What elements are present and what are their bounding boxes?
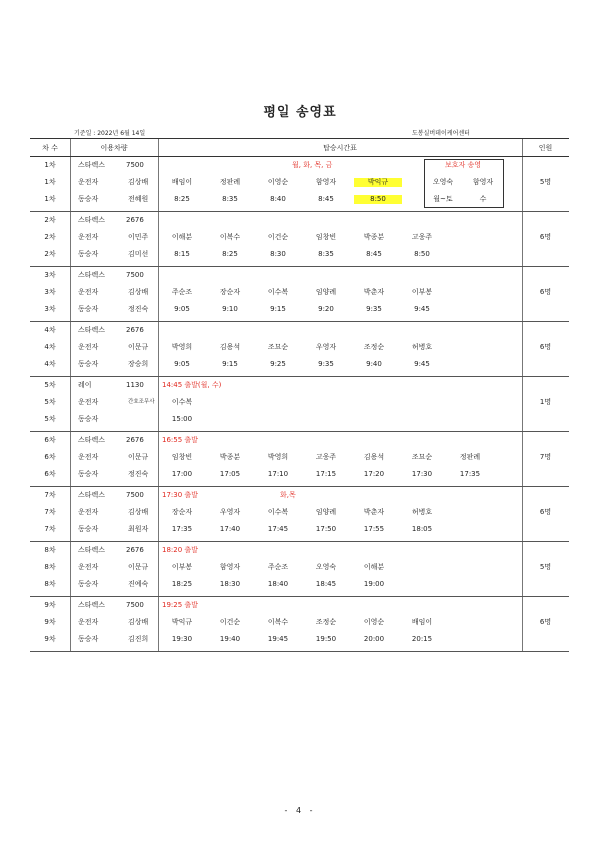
car-number: 1차 — [44, 195, 56, 203]
driver-name: 김상배 — [128, 178, 149, 186]
driver-label: 운전자 — [78, 398, 99, 406]
passenger-name: 배임이 — [411, 618, 433, 626]
passenger-name: 오영숙 — [315, 563, 337, 571]
passenger-name: 이복수 — [219, 233, 241, 241]
passenger-name: 조정순 — [363, 343, 385, 351]
pickup-time: 17:40 — [219, 525, 241, 533]
passenger-count: 6명 — [539, 618, 552, 626]
passenger-name: 이부봉 — [171, 563, 193, 571]
passenger-name: 고웅주 — [411, 233, 433, 241]
passenger-name: 박익규 — [354, 178, 402, 187]
car-number: 2차 — [44, 233, 56, 241]
passenger-name: 정판례 — [219, 178, 241, 186]
pickup-time: 9:45 — [414, 360, 430, 368]
vehicle-plate: 7500 — [126, 601, 144, 609]
pickup-time: 17:50 — [315, 525, 337, 533]
rider-label: 동승자 — [78, 195, 99, 203]
pickup-time: 9:20 — [318, 305, 334, 313]
rider-name: 진예숙 — [128, 580, 149, 588]
pickup-time: 17:35 — [171, 525, 193, 533]
car-number: 8차 — [44, 546, 56, 554]
passenger-name: 이수복 — [267, 508, 289, 516]
car-number: 7차 — [44, 508, 56, 516]
car-number: 3차 — [44, 288, 56, 296]
car-number: 9차 — [44, 601, 56, 609]
passenger-name: 이수복 — [267, 288, 289, 296]
passenger-name: 함영자 — [315, 178, 337, 186]
pickup-time: 19:40 — [219, 635, 241, 643]
schedule-block — [30, 212, 569, 267]
car-number: 2차 — [44, 250, 56, 258]
passenger-name: 배임이 — [171, 178, 193, 186]
pickup-time: 9:05 — [174, 305, 190, 313]
guardian-days: 수 — [479, 195, 487, 203]
passenger-name: 우영자 — [219, 508, 241, 516]
passenger-name: 조묘순 — [411, 453, 433, 461]
pickup-time: 19:30 — [171, 635, 193, 643]
passenger-name: 주순조 — [267, 563, 289, 571]
passenger-name: 박춘자 — [363, 508, 385, 516]
car-number: 5차 — [44, 398, 56, 406]
vehicle-name: 스타렉스 — [78, 271, 106, 279]
page-title: 평일 송영표 — [263, 105, 337, 120]
passenger-name: 이영순 — [267, 178, 289, 186]
pickup-time: 18:30 — [219, 580, 241, 588]
pickup-time: 17:05 — [219, 470, 241, 478]
pickup-time: 17:45 — [267, 525, 289, 533]
vehicle-name: 스타렉스 — [78, 491, 106, 499]
schedule-block — [30, 157, 569, 212]
schedule-block — [30, 597, 569, 652]
pickup-time: 17:00 — [171, 470, 193, 478]
rider-label: 동승자 — [78, 250, 99, 258]
car-number: 5차 — [44, 381, 56, 389]
header-count: 인원 — [538, 144, 553, 152]
pickup-time: 9:35 — [366, 305, 382, 313]
pickup-time: 8:25 — [222, 250, 238, 258]
page-number: - 4 - — [284, 806, 316, 815]
pickup-time: 20:00 — [363, 635, 385, 643]
driver-label: 운전자 — [78, 508, 99, 516]
pickup-time: 8:35 — [222, 195, 238, 203]
pickup-time: 8:50 — [354, 195, 402, 204]
passenger-name: 박영희 — [267, 453, 289, 461]
rider-label: 동승자 — [78, 470, 99, 478]
driver-name: 간호조무사 — [128, 399, 155, 405]
passenger-name: 이복수 — [267, 618, 289, 626]
pickup-time: 8:50 — [414, 250, 430, 258]
schedule-table — [30, 138, 569, 652]
header-vehicle: 이용차량 — [100, 144, 128, 152]
driver-name: 김상배 — [128, 288, 149, 296]
car-number: 9차 — [44, 618, 56, 626]
schedule-block — [30, 432, 569, 487]
vehicle-name: 스타렉스 — [78, 436, 106, 444]
driver-name: 이문규 — [128, 563, 149, 571]
car-number: 9차 — [44, 635, 56, 643]
passenger-name: 임창빈 — [171, 453, 193, 461]
car-number: 1차 — [44, 161, 56, 169]
car-number: 6차 — [44, 436, 56, 444]
rider-label: 동승자 — [78, 635, 99, 643]
pickup-time: 9:45 — [414, 305, 430, 313]
vehicle-plate: 7500 — [126, 491, 144, 499]
passenger-name: 허병호 — [411, 508, 433, 516]
vehicle-plate: 2676 — [126, 546, 144, 554]
pickup-time: 17:10 — [267, 470, 289, 478]
passenger-count: 1명 — [539, 398, 552, 406]
vehicle-name: 스타렉스 — [78, 326, 106, 334]
pickup-time: 19:50 — [315, 635, 337, 643]
passenger-name: 임창빈 — [315, 233, 337, 241]
pickup-time: 8:30 — [270, 250, 286, 258]
guardian-passenger: 함영자 — [472, 178, 494, 186]
rider-label: 동승자 — [78, 525, 99, 533]
car-number: 3차 — [44, 305, 56, 313]
passenger-count: 7명 — [539, 453, 552, 461]
vehicle-plate: 2676 — [126, 216, 144, 224]
pickup-time: 18:45 — [315, 580, 337, 588]
driver-label: 운전자 — [78, 288, 99, 296]
pickup-time: 19:00 — [363, 580, 385, 588]
rider-name: 최원자 — [128, 525, 149, 533]
car-number: 5차 — [44, 415, 56, 423]
guardian-passenger: 오영숙 — [432, 178, 454, 186]
rider-name: 정진숙 — [128, 470, 149, 478]
schedule-block — [30, 267, 569, 322]
vehicle-plate: 2676 — [126, 436, 144, 444]
pickup-time: 19:45 — [267, 635, 289, 643]
pickup-time: 17:55 — [363, 525, 385, 533]
passenger-name: 박익규 — [171, 618, 193, 626]
departure-time: 19:25 출발 — [162, 601, 198, 609]
vehicle-name: 스타렉스 — [78, 216, 106, 224]
pickup-time: 9:35 — [318, 360, 334, 368]
car-number: 6차 — [44, 453, 56, 461]
passenger-count: 6명 — [539, 233, 552, 241]
passenger-name: 함영자 — [219, 563, 241, 571]
driver-name: 김상배 — [128, 618, 149, 626]
rider-name: 김진희 — [128, 635, 149, 643]
vehicle-name: 스타렉스 — [78, 601, 106, 609]
pickup-time: 8:15 — [174, 250, 190, 258]
center-name: 도봉실버데이케어센터 — [412, 130, 470, 137]
passenger-count: 6명 — [539, 288, 552, 296]
pickup-time: 8:25 — [174, 195, 190, 203]
passenger-name: 이해분 — [171, 233, 193, 241]
driver-label: 운전자 — [78, 233, 99, 241]
vehicle-name: 스타렉스 — [78, 546, 106, 554]
car-number: 3차 — [44, 271, 56, 279]
pickup-time: 17:15 — [315, 470, 337, 478]
schedule-blocks — [30, 157, 569, 652]
run-days: 화,목 — [280, 491, 296, 499]
vehicle-plate: 2676 — [126, 326, 144, 334]
passenger-name: 임양례 — [315, 288, 337, 296]
passenger-name: 이건순 — [267, 233, 289, 241]
header-car: 차 수 — [42, 144, 58, 152]
rider-label: 동승자 — [78, 580, 99, 588]
driver-label: 운전자 — [78, 343, 99, 351]
car-number: 7차 — [44, 525, 56, 533]
pickup-time: 8:40 — [270, 195, 286, 203]
driver-label: 운전자 — [78, 178, 99, 186]
guardian-title: 보호자 송영 — [444, 161, 482, 169]
rider-name: 전혜원 — [128, 195, 149, 203]
pickup-time: 8:35 — [318, 250, 334, 258]
rider-name: 김미선 — [128, 250, 149, 258]
departure-time: 16:55 출발 — [162, 436, 198, 444]
vehicle-name: 레이 — [78, 381, 92, 389]
pickup-time: 18:05 — [411, 525, 433, 533]
vehicle-plate: 7500 — [126, 161, 144, 169]
rider-label: 동승자 — [78, 305, 99, 313]
departure-time: 17:30 출발 — [162, 491, 198, 499]
pickup-time: 9:05 — [174, 360, 190, 368]
pickup-time: 9:10 — [222, 305, 238, 313]
passenger-name: 조묘순 — [267, 343, 289, 351]
driver-label: 운전자 — [78, 563, 99, 571]
table-header — [30, 138, 569, 157]
pickup-time: 9:15 — [270, 305, 286, 313]
header-schedule: 탑승시간표 — [323, 144, 357, 152]
pickup-time: 18:25 — [171, 580, 193, 588]
passenger-name: 조정순 — [315, 618, 337, 626]
passenger-name: 정판례 — [459, 453, 481, 461]
passenger-name: 박영희 — [171, 343, 193, 351]
vehicle-plate: 1130 — [126, 381, 144, 389]
car-number: 4차 — [44, 343, 56, 351]
pickup-time: 18:40 — [267, 580, 289, 588]
run-days: 월, 화, 목, 금 — [292, 161, 333, 169]
pickup-time: 9:25 — [270, 360, 286, 368]
passenger-name: 박춘자 — [363, 288, 385, 296]
base-date: 기준일 : 2022년 6월 14일 — [74, 130, 146, 137]
passenger-count: 6명 — [539, 508, 552, 516]
passenger-name: 임양례 — [315, 508, 337, 516]
passenger-name: 장순자 — [171, 508, 193, 516]
car-number: 4차 — [44, 326, 56, 334]
pickup-time: 17:35 — [459, 470, 481, 478]
pickup-time: 8:45 — [366, 250, 382, 258]
driver-label: 운전자 — [78, 453, 99, 461]
passenger-name: 박종분 — [363, 233, 385, 241]
schedule-block — [30, 377, 569, 432]
rider-label: 동승자 — [78, 360, 99, 368]
pickup-time: 9:40 — [366, 360, 382, 368]
schedule-block — [30, 487, 569, 542]
driver-name: 이문규 — [128, 343, 149, 351]
rider-name: 장승희 — [128, 360, 149, 368]
passenger-name: 김용석 — [219, 343, 241, 351]
passenger-count: 5명 — [539, 178, 552, 186]
pickup-time: 17:30 — [411, 470, 433, 478]
departure-time: 18:20 출발 — [162, 546, 198, 554]
vehicle-name: 스타렉스 — [78, 161, 106, 169]
car-number: 8차 — [44, 580, 56, 588]
driver-label: 운전자 — [78, 618, 99, 626]
rider-name: 정진숙 — [128, 305, 149, 313]
passenger-name: 고웅주 — [315, 453, 337, 461]
pickup-time: 17:20 — [363, 470, 385, 478]
pickup-time: 8:45 — [318, 195, 334, 203]
car-number: 6차 — [44, 470, 56, 478]
passenger-name: 이건순 — [219, 618, 241, 626]
driver-name: 이민주 — [128, 233, 149, 241]
passenger-name: 주순조 — [171, 288, 193, 296]
passenger-name: 이영순 — [363, 618, 385, 626]
passenger-count: 6명 — [539, 343, 552, 351]
pickup-time: 20:15 — [411, 635, 433, 643]
guardian-days: 월~토 — [433, 195, 453, 203]
passenger-name: 장순자 — [219, 288, 241, 296]
passenger-name: 이해분 — [363, 563, 385, 571]
car-number: 8차 — [44, 563, 56, 571]
passenger-name: 이수복 — [171, 398, 193, 406]
car-number: 4차 — [44, 360, 56, 368]
departure-time: 14:45 출발(월, 수) — [162, 381, 222, 389]
schedule-block — [30, 322, 569, 377]
passenger-name: 이부봉 — [411, 288, 433, 296]
passenger-name: 허병호 — [411, 343, 433, 351]
driver-name: 이문규 — [128, 453, 149, 461]
passenger-name: 우영자 — [315, 343, 337, 351]
vehicle-plate: 7500 — [126, 271, 144, 279]
schedule-block — [30, 542, 569, 597]
car-number: 1차 — [44, 178, 56, 186]
car-number: 7차 — [44, 491, 56, 499]
rider-label: 동승자 — [78, 415, 99, 423]
passenger-count: 5명 — [539, 563, 552, 571]
pickup-time: 15:00 — [171, 415, 193, 423]
pickup-time: 9:15 — [222, 360, 238, 368]
passenger-name: 김용석 — [363, 453, 385, 461]
passenger-name: 박종분 — [219, 453, 241, 461]
driver-name: 김상배 — [128, 508, 149, 516]
car-number: 2차 — [44, 216, 56, 224]
